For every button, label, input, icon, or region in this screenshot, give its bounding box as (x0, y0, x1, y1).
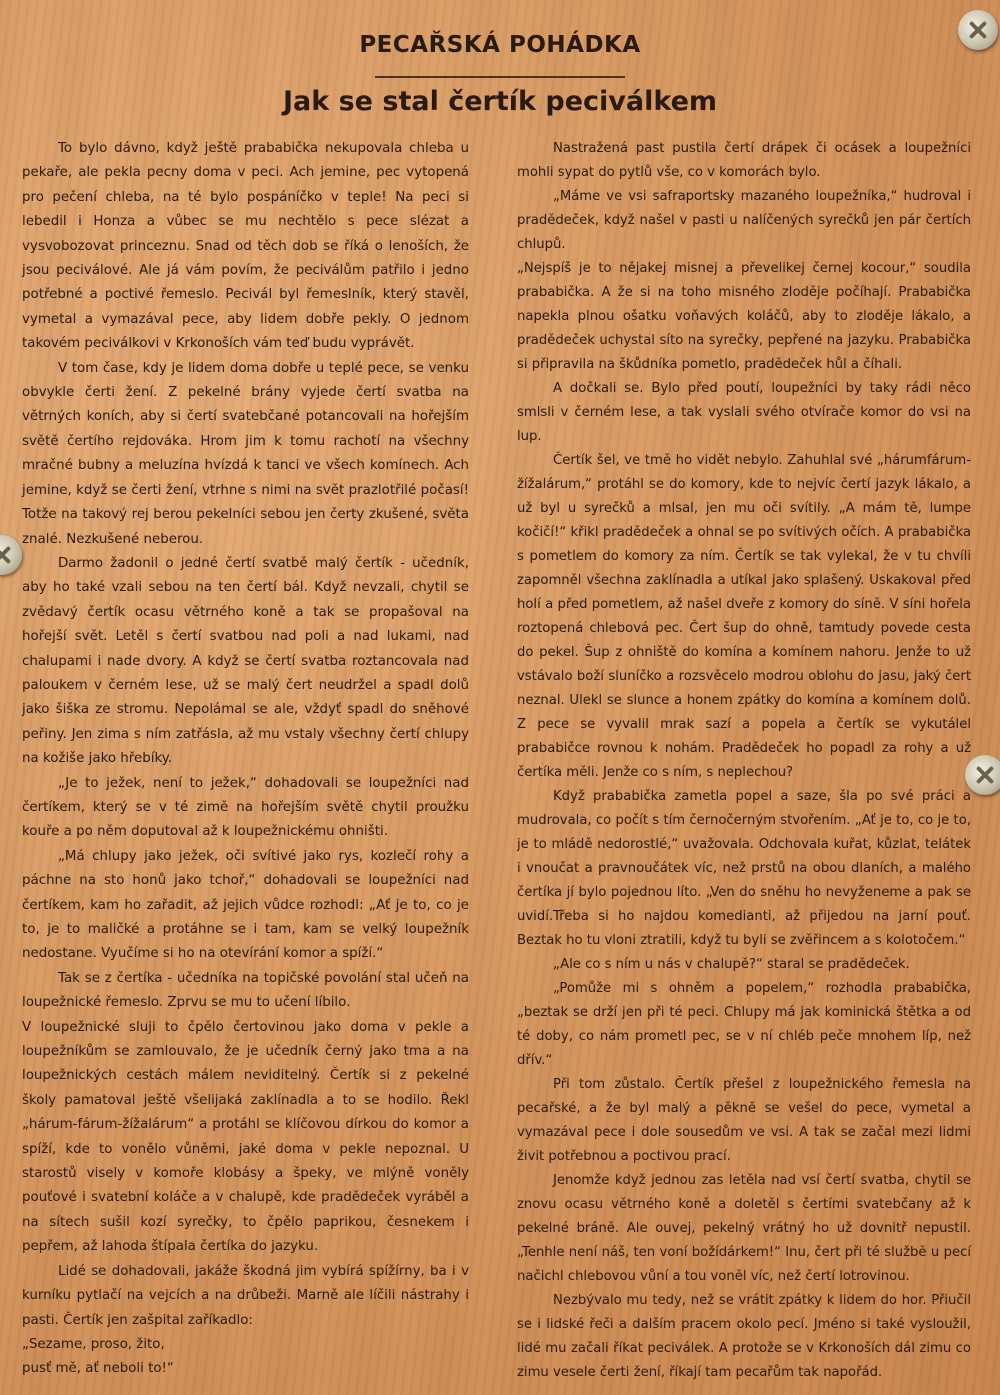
paragraph: Lidé se dohadovali, jakáže škodná jim vybírá spížírny, ba i v kurníku pytlačí na vejcích a na drůbeži. Marně ale líčili nástrahy i pasti. Čertík jen zašpital zaříkadlo: (22, 1263, 469, 1328)
paragraph: V loupežnické sluji to čpělo čertovinou jako doma v pekle a loupežníkům se zamlouvalo, že je učedník černý jako tma a na loupežnických cestách málem neviditelný. Čertík si z pekelné školy pamatoval ještě všelijaká zaklínadla a to se hodilo. Řekl „hárum-fárum-žížalárum“ a protáhl se klíčovou dírkou do komor a spíží, kde to vonělo vůněmi, jaké doma v pekle nepoznal. U starostů visely v komoře klobásy a špeky, ve mlýně voněly pouťové i svatební koláče a v chalupě, kde pradědeček vyráběl a na sítech sušil kozí syrečky, to čpělo paprikou, česnekem i pepřem, až lahoda štípala čertíka do jazyku. (22, 1019, 469, 1255)
paragraph: „Má chlupy jako ježek, oči svítivé jako rys, kozlečí rohy a páchne na sto honů jako tchoř,“ dohadovali se loupežníci nad čertíkem, kam ho zařadit, až jejich vůdce rozhodl: „Ať je to, co je to, je to maličké a protáhne se i tam, kam se velký loupežník nedostane. Vyučíme si ho na otevírání komor a spíží.“ (22, 848, 469, 962)
story-title: Jak se stal čertík peciválkem (282, 86, 718, 117)
paragraph: V tom čase, kdy je lidem doma dobře u teplé pece, se venku obvykle čerti žení. Z pekelné brány vyjede čertí svatba na větrných koních, aby si čertí svatebčané potancovali na hořejším světě čertího rejdováka. Hrom jim k tomu rachotí na všechny mračné bubny a meluzína hvízdá k tanci ve všech komínech. Ach jemine, když se čerti žení, vtrhne s nimi na svět prazlotřilé počasí! Totže na takový rej berou pekelníci sebou jen čerty zkušené, světa znalé. Nezkušené neberou. (22, 360, 469, 547)
verse-line: pusť mě, ať neboli to!“ (22, 1361, 174, 1377)
paragraph: „Nejspíš je to nějakej misnej a převelikej černej kocour,“ soudila prababička. A že si na toho misného zloděje počíhají. Prababička napekla plnou ošatku voňavých koláčů, aby to zloděje lákalo, a pradědeček uchystal síto na syrečky, pepřené na jazyku. Prababička si připravila na škůdníka pometlo, pradědeček hůl a číhali. (517, 261, 971, 372)
paragraph: Jenomže když jednou zas letěla nad vsí čertí svatba, chytil se znovu ocasu větrného koně a doletěl s čertími svatebčany až k pekelné bráně. Ale ouvej, pekelný vrátný ho už dovnitř nepustil. „Tenhle není náš, ten voní božídárkem!“ Inu, čert při té službě u pecí načichl chlebovou vůní a tou voněl víc, než čertí lotrovinou. (517, 1173, 971, 1284)
paragraph: „Pomůže mi s ohněm a popelem,“ rozhodla prababička, „beztak se drží jen při té peci. Chlupy má jak kominická štětka a od té doby, co nám prometl pec, se v ní chléb peče mnohem líp, než dřív.“ (517, 981, 971, 1068)
right-text-column (517, 137, 971, 1385)
title-divider (375, 76, 625, 78)
paragraph: „Ale co s ním u nás v chalupě?“ staral se pradědeček. (553, 957, 910, 972)
paragraph: Když prababička zametla popel a saze, šla po své práci a mudrovala, co počít s tím černočerným stvořením. „Ať je to, co je to, je to mládě nedorostlé,“ uvažovala. Odchovala kuřat, kůzlat, telátek i vnoučat a pravnoučátek víc, než prstů na obou dlaních, a malého čertíka jí bylo pojednou líto. „Ven do sněhu ho nevyženeme a pak se uvidí.Třeba si ho najdou komedianti, až přijedou na jarní pouť. Beztak ho tu vloni ztratili, když tu byli se zvěřincem a s kolotočem.“ (517, 789, 971, 948)
screw-icon (0, 535, 22, 575)
paragraph: Nezbývalo mu tedy, než se vrátit zpátky k lidem do hor. Přiučil se i lidské řeči a dalším pracem okolo pecí. Jméno si také vysloužil, lidé mu začali říkat peciválek. A protože se v Krkonoších dál zimu co zimu vesele čerti žení, říkají tam pecařům tak napořád. (517, 1293, 971, 1380)
paragraph: Darmo žadonil o jedné čertí svatbě malý čertík - učedník, aby ho také vzali sebou na ten čertí bál. Když nevzali, chytil se zvědavý čertík ocasu větrného koně a tak se propašoval na hořejší svět. Letěl s čertí svatbou nad poli a nad lukami, nad chalupami i nade dvory. A když se čertí svatba roztancovala nad paloukem v černém lese, už se malý čert neudržel a spadl dolů jako šiška ze stromu. Nepolámal se ale, vždyť spadl do sněhové peřiny. Jen zima s ním zatřásla, až mu vstaly všechny čertí chlupy na kožiše jako hřebíky. (22, 555, 469, 767)
paragraph: Nastražená past pustila čertí drápek či ocásek a loupežníci mohli sypat do pytlů vše, co v komorách bylo. (517, 141, 971, 180)
paragraph: To bylo dávno, když ještě prababička nekupovala chleba u pekaře, ale pekla pecny doma v peci. Ach jemine, pec vytopená pro pečení chleba, na té bylo pospáníčko v teple! Na peci si lebedil i Honza a vůbec se mu nechtělo s pece slézat a vysvobozovat princeznu. Snad od těch dob se říká o lenoších, že jsou peciválové. Ale já vám povím, že peciválům patřilo i jedno potřebné a poctivé řemeslo. Pecivál byl řemeslník, který stavěl, vymetal a vymazával pece, aby lidem dobře pekly. O jednom takovém peciválkovi v Krkonoších vám teď budu vyprávět. (22, 141, 469, 352)
paragraph: Při tom zůstalo. Čertík přešel z loupežnického řemesla na pecařské, a že byl malý a pěkně se vešel do pece, vymetal a vymazával pece i dole sousedům ve vsi. A tak se začal mezi lidmi živit potřebnou a poctivou prací. (517, 1077, 971, 1164)
page-header (0, 32, 1000, 117)
paragraph: Čertík šel, ve tmě ho vidět nebylo. Zahuhlal své „hárumfárum-žížalárum,“ protáhl se do komory, kde to nejvíc čertí jazyk lákalo, a už byl u syrečků a mlsal, jen mu oči svítily. „A mám tě, lumpe kočičí!“ křikl pradědeček a ohnal se po svítivých očích. A prababička s pometlem do komory za ním. Čertík se tak vylekal, že v tu chvíli zapomněl všechna zaklínadla a utíkal jako splašený. Uskakoval před holí a před pometlem, až našel dveře z komory do síně. V síni hořela roztopená chlebová pec. Čert šup do ohně, tamtudy povede cesta do pekel. Šup z ohniště do komína a komínem nahoru. Jenže to už vstávalo boží sluníčko a rozsvěcelo modrou oblohu do jasu, jaký čert neznal. Ulekl se slunce a honem zpátky do komína a komínem dolů. Z pece se vyvalil mrak sazí a popela a čertík se vykutálel prababičce rovnou k nohám. Pradědeček ho popadl za rohy a už čertíka měli. Jenže co s ním, s neplechou? (517, 453, 971, 780)
paragraph: A dočkali se. Bylo před poutí, loupežníci by taky rádi něco smlsli v černém lese, a tak vyslali svého otvírače komor do vsi na lup. (517, 381, 971, 444)
paragraph: Tak se z čertíka - učedníka na topičské povolání stal učeň na loupežnické řemeslo. Zprvu se mu to učení líbilo. (22, 970, 469, 1011)
section-title: PECAŘSKÁ POHÁDKA (359, 32, 641, 58)
paragraph: „Máme ve vsi safraportsky mazaného loupežníka,“ hudroval i pradědeček, když našel v pasti u nalíčených syrečků jen pár čertích chlupů. (517, 189, 971, 252)
verse-line: „Sezame, proso, žito, (22, 1336, 165, 1352)
paragraph: „Je to ježek, není to ježek,“ dohadovali se loupežníci nad čertíkem, který se v té zimě na hořejším světě chytil proužku kouře a po něm doputoval až k loupežnickému ohništi. (22, 775, 469, 840)
left-text-column (22, 137, 469, 1382)
